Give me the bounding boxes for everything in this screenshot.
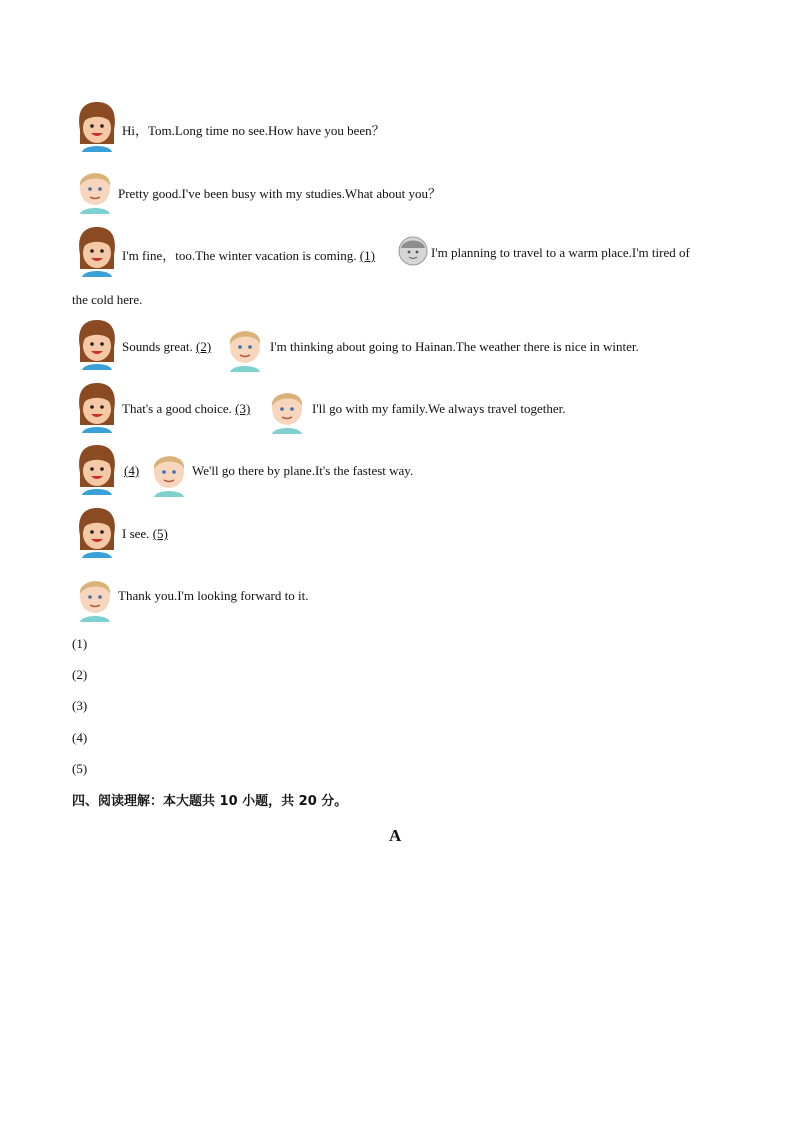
answer-label-4: (4) <box>72 730 88 745</box>
boy-avatar <box>146 445 192 497</box>
dialogue-line-1: Hi，Tom.Long time no see.How have you been？ <box>122 123 385 138</box>
dialogue-text: I'm planning to travel to a warm place.I'm tired of <box>431 245 690 260</box>
girl-avatar <box>74 100 120 152</box>
dialogue-line-3 <box>122 245 375 264</box>
girl-avatar <box>74 225 120 277</box>
boy-avatar <box>264 382 310 434</box>
answer-label-2: (2) <box>72 667 88 682</box>
section-heading: 四、阅读理解：本大题共 10 小题，共 20 分。 <box>72 794 348 809</box>
blank-2[interactable]: (2) <box>196 339 212 354</box>
girl-avatar <box>74 318 120 370</box>
dialogue-text: I'm thinking about going to Hainan.The weather there is nice in winter. <box>270 339 639 354</box>
dialogue-line-2: Pretty good.I've been busy with my studies.What about you？ <box>118 186 441 201</box>
dialogue-line-5 <box>122 401 250 417</box>
dialogue-line-8: Thank you.I'm looking forward to it. <box>118 588 309 603</box>
boy-avatar <box>222 320 268 372</box>
dialogue-text: I'll go with my family.We always travel together. <box>312 401 566 416</box>
dialogue-text: the cold here. <box>72 292 143 307</box>
blank-5[interactable]: (5) <box>152 526 168 541</box>
dialogue-text: I see. <box>122 526 150 541</box>
answer-label-3: (3) <box>72 698 88 713</box>
dialogue-text: Sounds great. <box>122 339 193 354</box>
dialogue-line-7 <box>122 526 168 542</box>
dialogue-text: I'm fine，too.The winter vacation is coming. <box>122 248 357 263</box>
dialogue-text: We'll go there by plane.It's the fastest way. <box>192 463 414 478</box>
subsection-label: A <box>389 826 402 845</box>
girl-avatar <box>74 381 120 433</box>
dialogue-text: That's a good choice. <box>122 401 232 416</box>
answer-label-5: (5) <box>72 761 88 776</box>
girl-avatar <box>74 443 120 495</box>
girl-avatar <box>74 506 120 558</box>
blank-1[interactable]: (1) <box>359 248 375 263</box>
gray-avatar <box>398 234 430 270</box>
answer-label-1: (1) <box>72 636 88 651</box>
blank-3[interactable]: (3) <box>235 401 251 416</box>
blank-4[interactable]: (4) <box>124 463 140 478</box>
boy-avatar <box>72 570 118 622</box>
dialogue-line-4 <box>122 339 211 355</box>
boy-avatar <box>72 162 118 214</box>
